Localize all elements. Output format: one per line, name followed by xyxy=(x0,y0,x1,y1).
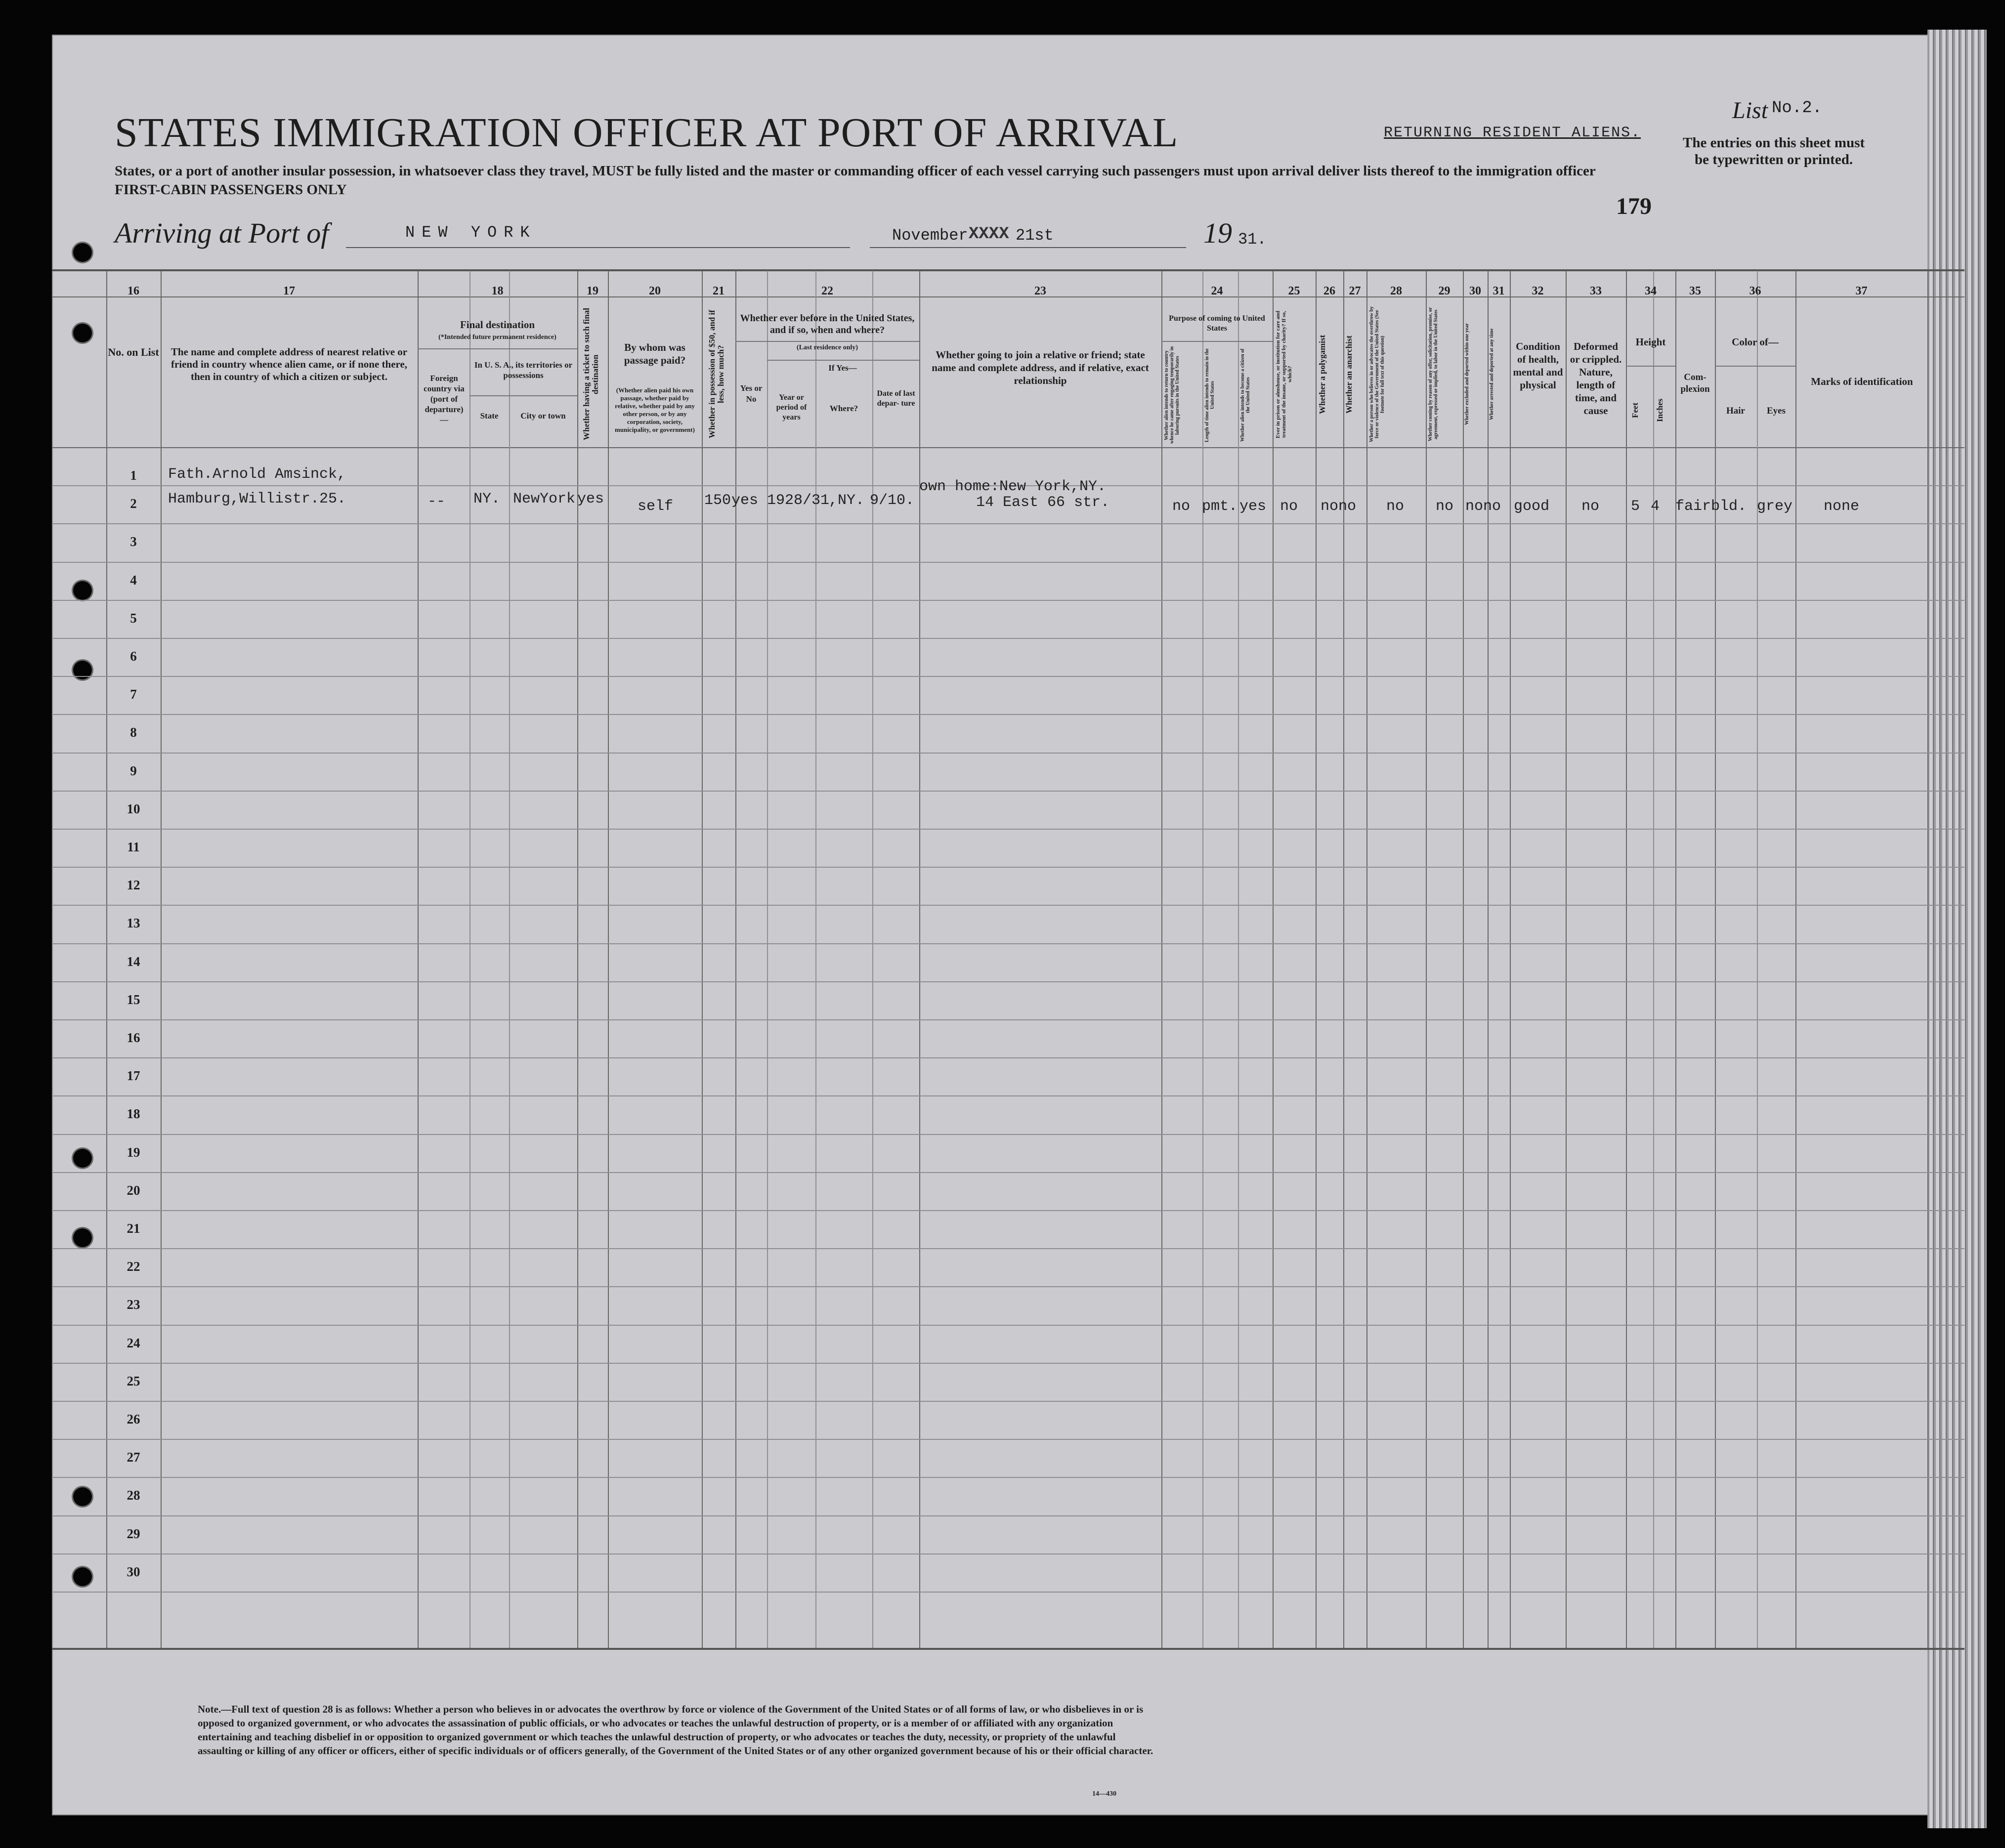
row-line xyxy=(52,1592,1964,1593)
row-number: 3 xyxy=(130,534,137,549)
row-number: 18 xyxy=(127,1106,140,1121)
entry-health: good xyxy=(1514,498,1550,515)
entry-q29: no xyxy=(1436,498,1454,515)
entry-money: 150 xyxy=(704,492,731,509)
row-line xyxy=(52,905,1964,906)
row-number: 7 xyxy=(130,687,137,702)
header-hair: Hair xyxy=(1726,406,1745,416)
row-line xyxy=(52,714,1964,715)
header-join-relative: Whether going to join a relative or friend; state name and complete address, and if relative, exact relationship xyxy=(932,349,1149,386)
column-line xyxy=(1566,271,1567,1648)
row-line xyxy=(52,1363,1964,1364)
header-bottom-rule xyxy=(52,447,1964,448)
column-number: 20 xyxy=(649,285,661,297)
entry-length-of-stay: pmt. xyxy=(1202,498,1238,515)
row-number: 30 xyxy=(127,1564,140,1579)
column-line xyxy=(1161,271,1162,1648)
row-number: 28 xyxy=(127,1488,140,1503)
header-question-31: Whether arrested and deported at any time xyxy=(1489,328,1494,420)
column-number: 28 xyxy=(1390,285,1402,297)
row-number: 16 xyxy=(127,1030,140,1045)
row-number: 13 xyxy=(127,916,140,930)
header-inches: Inches xyxy=(1655,398,1664,422)
entry-q30-q31: nono xyxy=(1465,498,1501,515)
binder-hole-icon xyxy=(73,1149,92,1168)
row-number: 22 xyxy=(127,1259,140,1274)
row-number: 26 xyxy=(127,1412,140,1427)
header-intended-residence: (*Intended future permanent residence) xyxy=(438,334,556,341)
column-line xyxy=(1202,271,1203,1648)
column-number: 36 xyxy=(1749,285,1761,297)
row-line xyxy=(52,1325,1964,1326)
intro-text: States, or a port of another insular possession, in whatsoever class they travel, MUST be fully listed and the master or commanding officer of each vessel carrying such passengers must upon arrival deliver lists thereof to the immigration officer xyxy=(115,163,1596,179)
arrival-label: Arriving at Port of xyxy=(115,217,329,249)
column-number: 16 xyxy=(128,285,139,297)
row-line xyxy=(52,1286,1964,1287)
row-line xyxy=(52,943,1964,944)
row-number: 4 xyxy=(130,573,137,588)
row-number: 24 xyxy=(127,1336,140,1350)
entry-ticket: yes xyxy=(577,491,604,507)
row-number: 27 xyxy=(127,1450,140,1465)
entry-inches: 4 xyxy=(1651,498,1660,515)
header-prison: Ever in prison or almshouse, or institution for care and treatment of the insane, or supported by charity? If so, which? xyxy=(1275,310,1293,438)
binder-hole-icon xyxy=(73,1567,92,1586)
header-last-residence: (Last residence only) xyxy=(796,344,858,351)
typewritten-note-line: The entries on this sheet must xyxy=(1683,135,1865,151)
row-line xyxy=(52,1439,1964,1440)
row-number: 12 xyxy=(127,878,140,892)
list-label: List xyxy=(1732,97,1768,124)
column-line xyxy=(1927,271,1928,1648)
entry-join-line1: own home:New York,NY. xyxy=(919,478,1107,495)
entry-date-departure: 9/10. xyxy=(870,492,915,509)
column-line xyxy=(1273,271,1274,1648)
header-if-yes: If Yes— xyxy=(828,363,857,373)
header-purpose-return: Whether alien intends to return to country whence he came after engaging temporarily in laboring pursuits in the United States xyxy=(1164,346,1180,444)
binder-hole-icon xyxy=(73,581,92,600)
arrival-month: November xyxy=(892,226,968,245)
header-complexion: Com- plexion xyxy=(1680,372,1710,394)
row-line xyxy=(52,1134,1964,1135)
row-line xyxy=(52,981,1964,982)
row-number: 5 xyxy=(130,611,137,626)
header-passage-paid: By whom was passage paid? xyxy=(624,341,686,366)
column-number: 24 xyxy=(1211,285,1223,297)
header-yes-no: Yes or No xyxy=(740,383,763,404)
row-number: 1 xyxy=(130,468,137,483)
arrival-port: NEW YORK xyxy=(405,223,537,242)
column-line xyxy=(1426,271,1427,1648)
row-number: 9 xyxy=(130,763,137,778)
entry-passage: self xyxy=(638,498,674,515)
header-health: Condition of health, mental and physical xyxy=(1513,340,1563,391)
header-passage-note: (Whether alien paid his own passage, whether paid by relative, whether paid by any other person, or by any corporation, society, municipality, or government) xyxy=(615,386,695,433)
entry-city: NewYork xyxy=(513,491,576,507)
entry-eyes: grey xyxy=(1757,498,1793,515)
row-line xyxy=(52,867,1964,868)
returning-residents-label: RETURNING RESIDENT ALIENS. xyxy=(1384,125,1641,141)
header-no-on-list: No. on List xyxy=(108,346,159,358)
row-number: 17 xyxy=(127,1068,140,1083)
header-deformed: Deformed or crippled. Nature, length of time, and cause xyxy=(1570,340,1622,417)
row-number: 6 xyxy=(130,649,137,664)
entry-relative-line2: Hamburg,Willistr.25. xyxy=(168,491,346,507)
row-line xyxy=(52,1057,1964,1058)
row-number: 11 xyxy=(127,840,140,854)
row-line xyxy=(52,1401,1964,1402)
row-line xyxy=(52,600,1964,601)
column-number: 19 xyxy=(587,285,598,297)
header-state: State xyxy=(480,411,499,420)
column-line xyxy=(1343,271,1344,1648)
header-polygamist: Whether a polygamist xyxy=(1318,335,1327,414)
row-line xyxy=(52,753,1964,754)
row-number: 23 xyxy=(127,1297,140,1312)
entry-marks: none xyxy=(1824,498,1860,515)
row-number: 8 xyxy=(130,725,137,740)
page-number: 179 xyxy=(1616,193,1652,219)
column-line xyxy=(1675,271,1676,1648)
column-line xyxy=(1488,271,1489,1648)
form-number: 14—430 xyxy=(1092,1790,1116,1798)
header-where: Where? xyxy=(829,404,858,413)
entry-foreign-country: -- xyxy=(427,493,446,510)
binder-hole-icon xyxy=(73,324,92,342)
row-line xyxy=(52,562,1964,563)
arrival-year: 31. xyxy=(1238,230,1267,249)
column-line xyxy=(1316,271,1317,1648)
row-line xyxy=(52,829,1964,830)
binder-hole-icon xyxy=(73,1487,92,1506)
table-top-rule xyxy=(52,269,1964,271)
row-number: 21 xyxy=(127,1221,140,1236)
column-line xyxy=(1238,271,1239,1648)
header-question-30: Whether excluded and deported within one year xyxy=(1464,323,1470,425)
column-number: 32 xyxy=(1532,285,1544,297)
column-line xyxy=(161,271,162,1648)
column-number: 33 xyxy=(1590,285,1602,297)
entry-join-line2: 14 East 66 str. xyxy=(976,494,1110,511)
entry-prison: no xyxy=(1280,498,1298,515)
row-number: 14 xyxy=(127,954,140,969)
header-eyes: Eyes xyxy=(1767,406,1786,416)
manifest-sheet xyxy=(52,35,1966,1815)
typewritten-note xyxy=(1683,134,1865,168)
row-line xyxy=(52,1477,1964,1478)
arrival-year-prefix: 19 xyxy=(1203,217,1232,249)
column-number: 26 xyxy=(1323,285,1335,297)
row-line xyxy=(52,1210,1964,1211)
footnote-question-28: Note.—Full text of question 28 is as follows: Whether a person who believes in or advocates the overthrow by force or violence of the Government of the United States or of all forms of law, or who disbelieves in or is opposed to organized government, or who advocates the assassination of public officials, or who advocates or teaches the unlawful destruction of property, or is a member of or affiliated with any organization entertaining and teaching disbelief in or opposition to organized government or which teaches the unlawful destruction of property, or who advocates or teaches the duty, necessity, or propriety of the unlawful assaulting or killing of any officer or officers, either of specific individuals or of officers generally, of the Government of the United States or of any other organized government because of his or their official character. xyxy=(198,1703,1153,1757)
list-number: No.2. xyxy=(1772,99,1823,118)
row-line xyxy=(52,1019,1964,1020)
column-number: 30 xyxy=(1469,285,1481,297)
row-line xyxy=(52,791,1964,792)
row-line xyxy=(52,638,1964,639)
row-number: 10 xyxy=(127,801,140,816)
header-date-departure: Date of last depar- ture xyxy=(877,389,915,408)
entry-hair: bld. xyxy=(1711,498,1747,515)
header-anarchist: Whether an anarchist xyxy=(1344,335,1354,414)
page-title: STATES IMMIGRATION OFFICER AT PORT OF ARRIVAL xyxy=(115,110,1179,156)
column-number: 31 xyxy=(1493,285,1505,297)
row-line xyxy=(52,1172,1964,1173)
column-number: 37 xyxy=(1855,285,1868,297)
row-line xyxy=(52,1095,1964,1096)
header-purpose-citizen: Whether alien intends to become a citizen of the United States xyxy=(1240,348,1251,442)
row-line xyxy=(52,676,1964,677)
header-color-of: Color of— xyxy=(1732,336,1779,348)
entry-polygamist-anarchist: nono xyxy=(1321,498,1357,515)
entry-q28: no xyxy=(1386,498,1405,515)
header-nearest-relative: The name and complete address of nearest relative or friend in country whence alien came, or if none there, then in country of which a citizen or subject. xyxy=(171,346,408,382)
column-number: 34 xyxy=(1645,285,1657,297)
header-purpose-length: Length of time alien intends to remain in the United States xyxy=(1204,348,1215,442)
row-number: 20 xyxy=(127,1183,140,1198)
header-marks: Marks of identification xyxy=(1811,376,1913,387)
column-line xyxy=(1757,271,1758,1648)
entry-citizen: yes xyxy=(1239,498,1267,515)
column-number: 17 xyxy=(283,285,295,297)
column-line xyxy=(767,271,768,1648)
column-number: 18 xyxy=(491,285,504,297)
header-possession-50: Whether in possession of $50, and if less, how much? xyxy=(707,310,725,439)
column-line xyxy=(735,271,736,1648)
column-number: 21 xyxy=(713,285,725,297)
column-number: 23 xyxy=(1034,285,1046,297)
header-ever-before: Whether ever before in the United States, and if so, when and where? xyxy=(740,313,915,336)
column-number: 29 xyxy=(1438,285,1450,297)
column-number: 25 xyxy=(1288,285,1300,297)
row-number: 2 xyxy=(130,496,137,511)
header-in-usa: In U. S. A., its territories or possessions xyxy=(474,360,573,380)
header-height: Height xyxy=(1635,336,1666,348)
row-line xyxy=(52,1248,1964,1249)
struck-text: XXXX xyxy=(969,225,1009,244)
row-line xyxy=(52,1515,1964,1516)
typewritten-note-line: be typewritten or printed. xyxy=(1695,152,1853,168)
row-number: 29 xyxy=(127,1526,140,1541)
column-line xyxy=(509,271,510,1648)
column-number: 22 xyxy=(821,285,833,297)
header-city: City or town xyxy=(520,411,566,420)
header-question-28: Whether a person who believes in or advocates the overthrow by force or violence of the Government of the United States (See footnote for full text of this question) xyxy=(1369,306,1385,442)
column-number: 27 xyxy=(1349,285,1361,297)
entry-where: ,NY. xyxy=(829,492,865,509)
entry-relative-line1: Fath.Arnold Amsinck, xyxy=(168,466,346,483)
arrival-day: 21st xyxy=(1016,226,1054,245)
table-bottom-rule xyxy=(52,1648,1964,1650)
row-number: 25 xyxy=(127,1374,140,1388)
row-number: 19 xyxy=(127,1145,140,1160)
header-ticket: Whether having a ticket to such final destination xyxy=(582,308,600,441)
column-line xyxy=(1510,271,1511,1648)
column-line xyxy=(418,271,419,1648)
header-year-period: Year or period of years xyxy=(776,393,807,421)
row-line xyxy=(52,523,1964,524)
column-line xyxy=(469,271,470,1648)
header-purpose: Purpose of coming to United States xyxy=(1169,314,1265,333)
header-final-destination: Final destination xyxy=(460,319,535,331)
header-foreign-country: Foreign country via (port of departure)— xyxy=(424,374,465,424)
column-line xyxy=(1715,271,1716,1648)
column-line xyxy=(577,271,578,1648)
binder-hole-icon xyxy=(73,243,92,262)
column-number: 35 xyxy=(1689,285,1701,297)
header-question-29: Whether coming by reason of any offer, solicitation, promise, or agreement, expressed or implied, to labor in the United States xyxy=(1428,307,1439,442)
entry-complexion: fair xyxy=(1675,498,1711,515)
column-line xyxy=(1626,271,1627,1648)
entry-feet: 5 xyxy=(1631,498,1640,515)
column-line xyxy=(1366,271,1367,1648)
entry-state: NY. xyxy=(473,491,501,507)
row-number: 15 xyxy=(127,992,140,1007)
page-edge-stack xyxy=(1927,30,1987,1828)
entry-ever-before: yes xyxy=(731,492,759,509)
class-text: FIRST-CABIN PASSENGERS ONLY xyxy=(115,182,347,198)
column-line xyxy=(702,271,703,1648)
binder-hole-icon xyxy=(73,1228,92,1247)
column-line xyxy=(1463,271,1464,1648)
entry-years: 1928/31 xyxy=(767,492,830,509)
column-line xyxy=(608,271,609,1648)
column-line xyxy=(1795,271,1796,1648)
header-feet: Feet xyxy=(1630,402,1640,418)
column-line xyxy=(872,271,873,1648)
entry-deformed: no xyxy=(1581,498,1600,515)
column-line xyxy=(815,271,816,1648)
column-line xyxy=(919,271,920,1648)
entry-return-home: no xyxy=(1172,498,1191,515)
column-line xyxy=(1653,271,1654,1648)
